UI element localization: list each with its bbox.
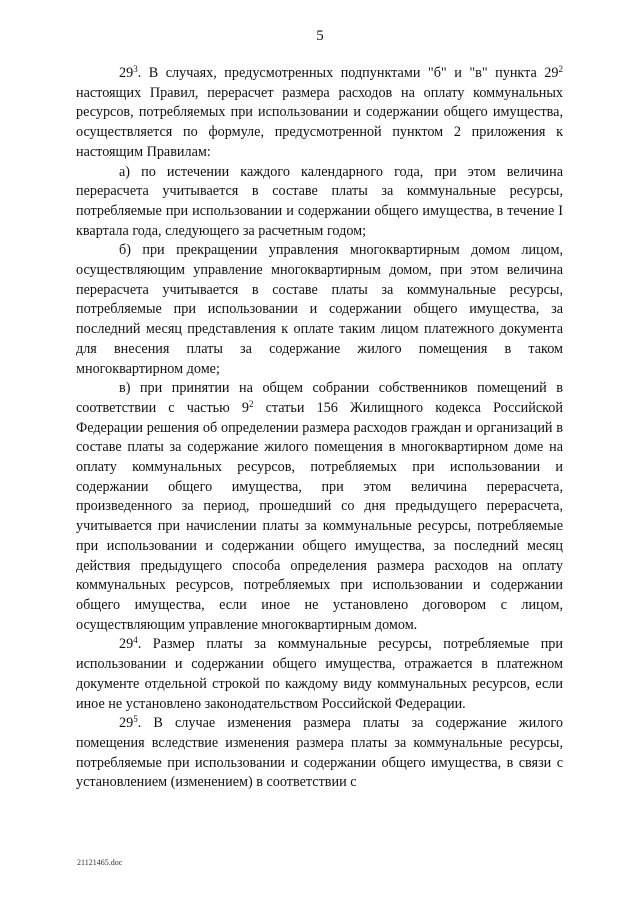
paragraph-number-superscript: 5 <box>133 714 138 725</box>
subitem-b: б) при прекращении управления многоквартирным домом лицом, осуществляющим управление многоквартирным домом, при этом величина перерасчета учитывается в составе платы за коммунальные ресурсы, потребляемые при использовании и содержании общего имущества, за последний месяц представления к оплате таким лицом платежного документа для внесения платы за содержание жилого помещения в таком многоквартирном доме; <box>76 242 563 377</box>
paragraph-number: 29 <box>119 636 134 653</box>
paragraph-29-5 <box>76 714 563 793</box>
paragraph-number: 29 <box>119 715 134 732</box>
subitem-v-text: в) при принятии на общем собрании собственников помещений в соответствии с частью 9 <box>76 380 563 416</box>
subitem-v-text-continued: статьи 156 Жилищного кодекса Российской Федерации решения об определении размера расходов граждан и организаций в составе платы за содержание жилого помещения в многоквартирном доме на оплату коммунальных ресурсов, потребляемых при использовании и содержании общего имущества, при этом величина перерасчета, произведенного за период, прошедший со дня предыдущего перерасчета, учитывается при начислении платы за коммунальные ресурсы, потребляемые при использовании и содержании общего имущества, за последний месяц действия предыдущего способа определения размера расходов на оплату коммунальных ресурсов, потребляемых при использовании и содержании общего имущества, если иное не установлено договором с лицом, осуществляющим управление многоквартирным домом. <box>76 399 563 633</box>
paragraph-number: 29 <box>119 65 134 81</box>
paragraph-29-4 <box>76 635 563 714</box>
reference-superscript: 2 <box>248 399 254 410</box>
paragraph-number-superscript: 3 <box>133 64 138 75</box>
paragraph-29-3 <box>76 64 563 163</box>
document-body <box>76 64 563 793</box>
subitem-a: а) по истечении каждого календарного года, при этом величина перерасчета учитывается в составе платы за коммунальные ресурсы, потребляемые при использовании и содержании общего имущества, в течение I квартала года, следующего за расчетным годом; <box>76 163 563 239</box>
paragraph-text: . Размер платы за коммунальные ресурсы, потребляемые при использовании и содержании общего имущества, отражается в платежном документе отдельной строкой по каждому виду коммунальных ресурсов, если иное не установлено законодательством Российской Федерации. <box>76 636 563 712</box>
paragraph-text: . В случае изменения размера платы за содержание жилого помещения вследствие изменения размера платы за коммунальные ресурсы, потребляемые при использовании и содержании общего имущества, в связи с установлением (изменением) в соответствии с <box>76 715 563 791</box>
paragraph-text: . В случаях, предусмотренных подпунктами "б" и "в" пункта 29 <box>137 65 559 81</box>
subitem-v <box>76 379 563 635</box>
reference-superscript: 2 <box>558 64 563 75</box>
page-number: 5 <box>316 28 324 44</box>
paragraph-text-continued: настоящих Правил, перерасчет размера расходов на оплату коммунальных ресурсов, потребляемых при использовании и содержании общего имущества, осуществляется по формуле, предусмотренной пунктом 2 приложения к настоящим Правилам: <box>76 84 563 160</box>
file-name-footer: 21121465.doc <box>77 858 123 867</box>
paragraph-number-superscript: 4 <box>133 635 138 646</box>
